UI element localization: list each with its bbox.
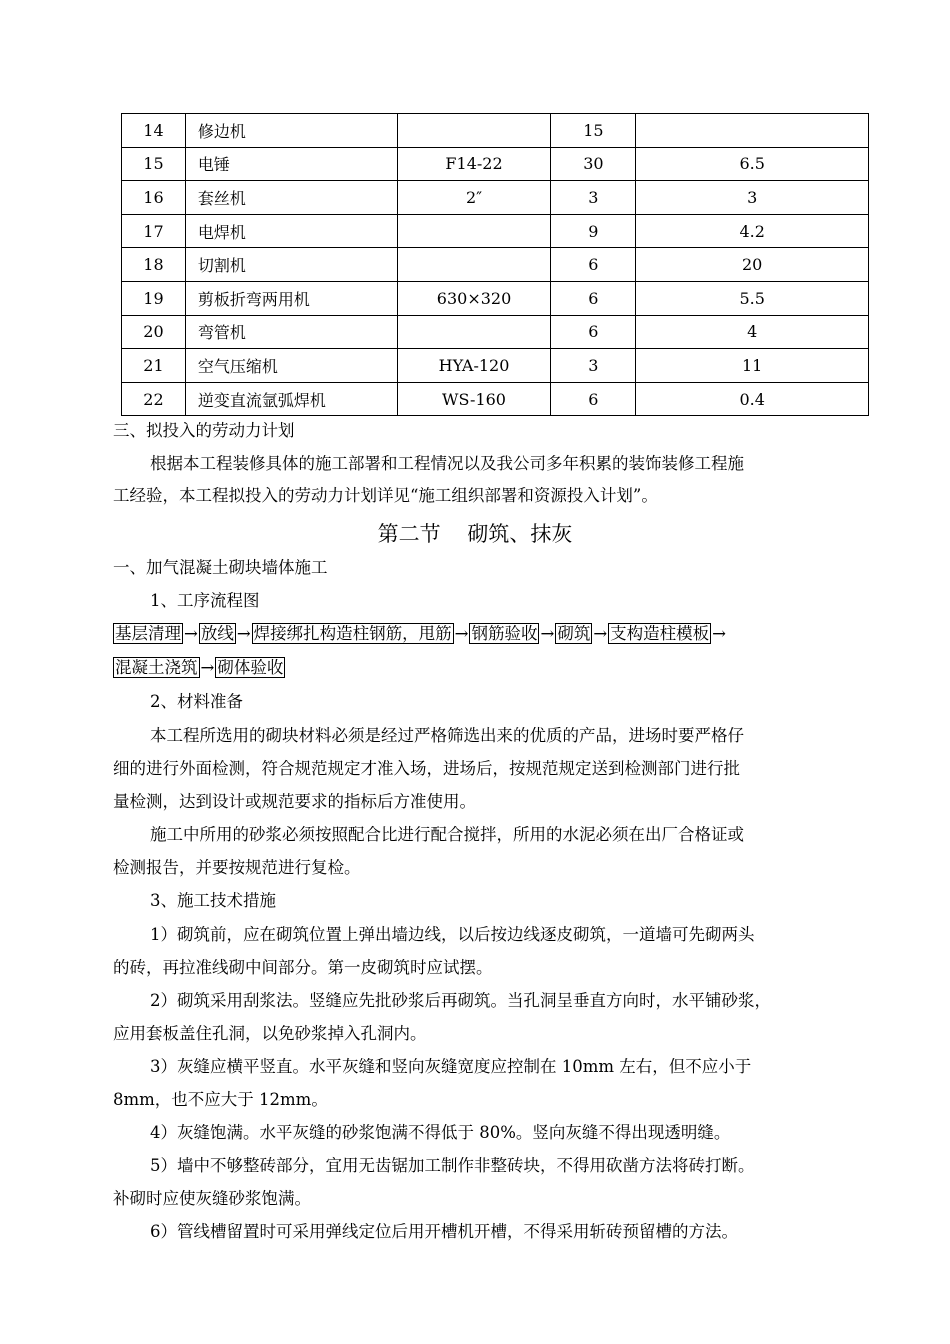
flow-arrow: → [200, 658, 215, 677]
power-cell: 20 [636, 248, 869, 282]
power-cell: 11 [636, 349, 869, 383]
flow-arrow: → [454, 624, 469, 643]
table-row [122, 147, 869, 181]
paragraph-line: 本工程所选用的砌块材料必须是经过严格筛选出来的优质的产品，进场时要严格仔 [150, 726, 744, 745]
paragraph-line: 施工中所用的砂浆必须按照配合比进行配合搅拌，所用的水泥必须在出厂合格证或 [150, 825, 744, 844]
row-number-cell: 18 [122, 248, 186, 282]
table-row [122, 214, 869, 248]
table-row [122, 315, 869, 349]
equipment-name-cell: 逆变直流氩弧焊机 [185, 382, 397, 416]
paragraph-line: 根据本工程装修具体的施工部署和工程情况以及我公司多年积累的装饰装修工程施 [150, 454, 744, 473]
flow-arrow: → [593, 624, 608, 643]
model-cell: WS-160 [397, 382, 551, 416]
row-number-cell: 21 [122, 349, 186, 383]
flow-step-box: 砌筑 [557, 624, 591, 643]
measure-item: 2）砌筑采用刮浆法。竖缝应先批砂浆后再砌筑。当孔洞呈垂直方向时，水平铺砂浆， [150, 991, 771, 1010]
quantity-cell: 15 [551, 114, 636, 148]
table-row [122, 382, 869, 416]
row-number-cell: 17 [122, 214, 186, 248]
measure-item: 6）管线槽留置时可采用弹线定位后用开槽机开槽，不得采用斩砖预留槽的方法。 [150, 1222, 738, 1241]
model-cell: 630×320 [397, 281, 551, 315]
subsection-title-flowchart: 1、工序流程图 [150, 591, 260, 610]
paragraph-line: 细的进行外面检测，符合规范规定才准入场，进场后，按规范规定送到检测部门进行批 [113, 759, 740, 778]
flow-step-box: 基层清理 [115, 624, 181, 643]
table-row [122, 349, 869, 383]
power-cell: 4 [636, 315, 869, 349]
flow-arrow: → [236, 624, 251, 643]
flow-step-box: 钢筋验收 [471, 624, 538, 643]
model-cell [397, 315, 551, 349]
row-number-cell: 16 [122, 181, 186, 215]
equipment-name-cell: 修边机 [185, 114, 397, 148]
quantity-cell: 3 [551, 349, 636, 383]
process-flow-row-2 [113, 657, 285, 679]
row-number-cell: 14 [122, 114, 186, 148]
equipment-name-cell: 切割机 [185, 248, 397, 282]
equipment-table-body [122, 114, 869, 416]
measure-item: 1）砌筑前，应在砌筑位置上弹出墙边线，以后按边线逐皮砌筑，一道墙可先砌两头 [150, 925, 755, 944]
process-flow-row-1 [113, 623, 727, 645]
quantity-cell: 9 [551, 214, 636, 248]
equipment-name-cell: 套丝机 [185, 181, 397, 215]
model-cell: F14-22 [397, 147, 551, 181]
equipment-name-cell: 剪板折弯两用机 [185, 281, 397, 315]
paragraph-line: 8mm，也不应大于 12mm。 [113, 1090, 328, 1109]
quantity-cell: 6 [551, 382, 636, 416]
paragraph-line: 量检测，达到设计或规范要求的指标后方准使用。 [113, 792, 476, 811]
power-cell: 3 [636, 181, 869, 215]
row-number-cell: 15 [122, 147, 186, 181]
model-cell [397, 114, 551, 148]
equipment-name-cell: 空气压缩机 [185, 349, 397, 383]
flow-step-box: 支构造柱模板 [610, 624, 710, 643]
model-cell [397, 214, 551, 248]
table-row [122, 248, 869, 282]
measure-item: 5）墙中不够整砖部分，宜用无齿锯加工制作非整砖块，不得用砍凿方法将砖打断。 [150, 1156, 755, 1175]
paragraph-line: 工经验，本工程拟投入的劳动力计划详见“施工组织部署和资源投入计划”。 [113, 486, 658, 505]
power-cell: 6.5 [636, 147, 869, 181]
flow-step-box: 焊接绑扎构造柱钢筋，甩筋 [253, 624, 452, 643]
flow-step-box: 放线 [200, 624, 234, 643]
model-cell: HYA-120 [397, 349, 551, 383]
quantity-cell: 6 [551, 248, 636, 282]
flow-arrow: → [540, 624, 555, 643]
section-title-labor-plan: 三、拟投入的劳动力计划 [113, 421, 295, 440]
measure-item: 3）灰缝应横平竖直。水平灰缝和竖向灰缝宽度应控制在 10mm 左右，但不应小于 [150, 1057, 752, 1076]
row-number-cell: 19 [122, 281, 186, 315]
subsection-title-measures: 3、施工技术措施 [150, 891, 276, 910]
row-number-cell: 20 [122, 315, 186, 349]
quantity-cell: 30 [551, 147, 636, 181]
equipment-name-cell: 电锤 [185, 147, 397, 181]
equipment-name-cell: 弯管机 [185, 315, 397, 349]
paragraph-line: 应用套板盖住孔洞，以免砂浆掉入孔洞内。 [113, 1024, 427, 1043]
measure-item: 4）灰缝饱满。水平灰缝的砂浆饱满不得低于 80%。竖向灰缝不得出现透明缝。 [150, 1123, 731, 1142]
table-row [122, 281, 869, 315]
flow-arrow: → [712, 624, 726, 643]
quantity-cell: 3 [551, 181, 636, 215]
power-cell: 5.5 [636, 281, 869, 315]
paragraph-line: 补砌时应使灰缝砂浆饱满。 [113, 1189, 311, 1208]
paragraph-line: 的砖，再拉准线砌中间部分。第一皮砌筑时应试摆。 [113, 958, 493, 977]
subsection-title-materials: 2、材料准备 [150, 692, 243, 711]
paragraph-line: 检测报告，并要按规范进行复检。 [113, 858, 361, 877]
flow-step-box: 混凝土浇筑 [115, 658, 198, 677]
section-heading: 第二节 砌筑、抹灰 [377, 522, 573, 546]
power-cell: 4.2 [636, 214, 869, 248]
section-title-block-wall: 一、加气混凝土砌块墙体施工 [113, 558, 328, 577]
row-number-cell: 22 [122, 382, 186, 416]
quantity-cell: 6 [551, 281, 636, 315]
equipment-name-cell: 电焊机 [185, 214, 397, 248]
power-cell: 0.4 [636, 382, 869, 416]
table-row [122, 114, 869, 148]
flow-step-box: 砌体验收 [217, 658, 284, 677]
model-cell [397, 248, 551, 282]
equipment-table [121, 113, 869, 416]
power-cell [636, 114, 869, 148]
flow-arrow: → [184, 624, 198, 643]
model-cell: 2″ [397, 181, 551, 215]
quantity-cell: 6 [551, 315, 636, 349]
table-row [122, 181, 869, 215]
